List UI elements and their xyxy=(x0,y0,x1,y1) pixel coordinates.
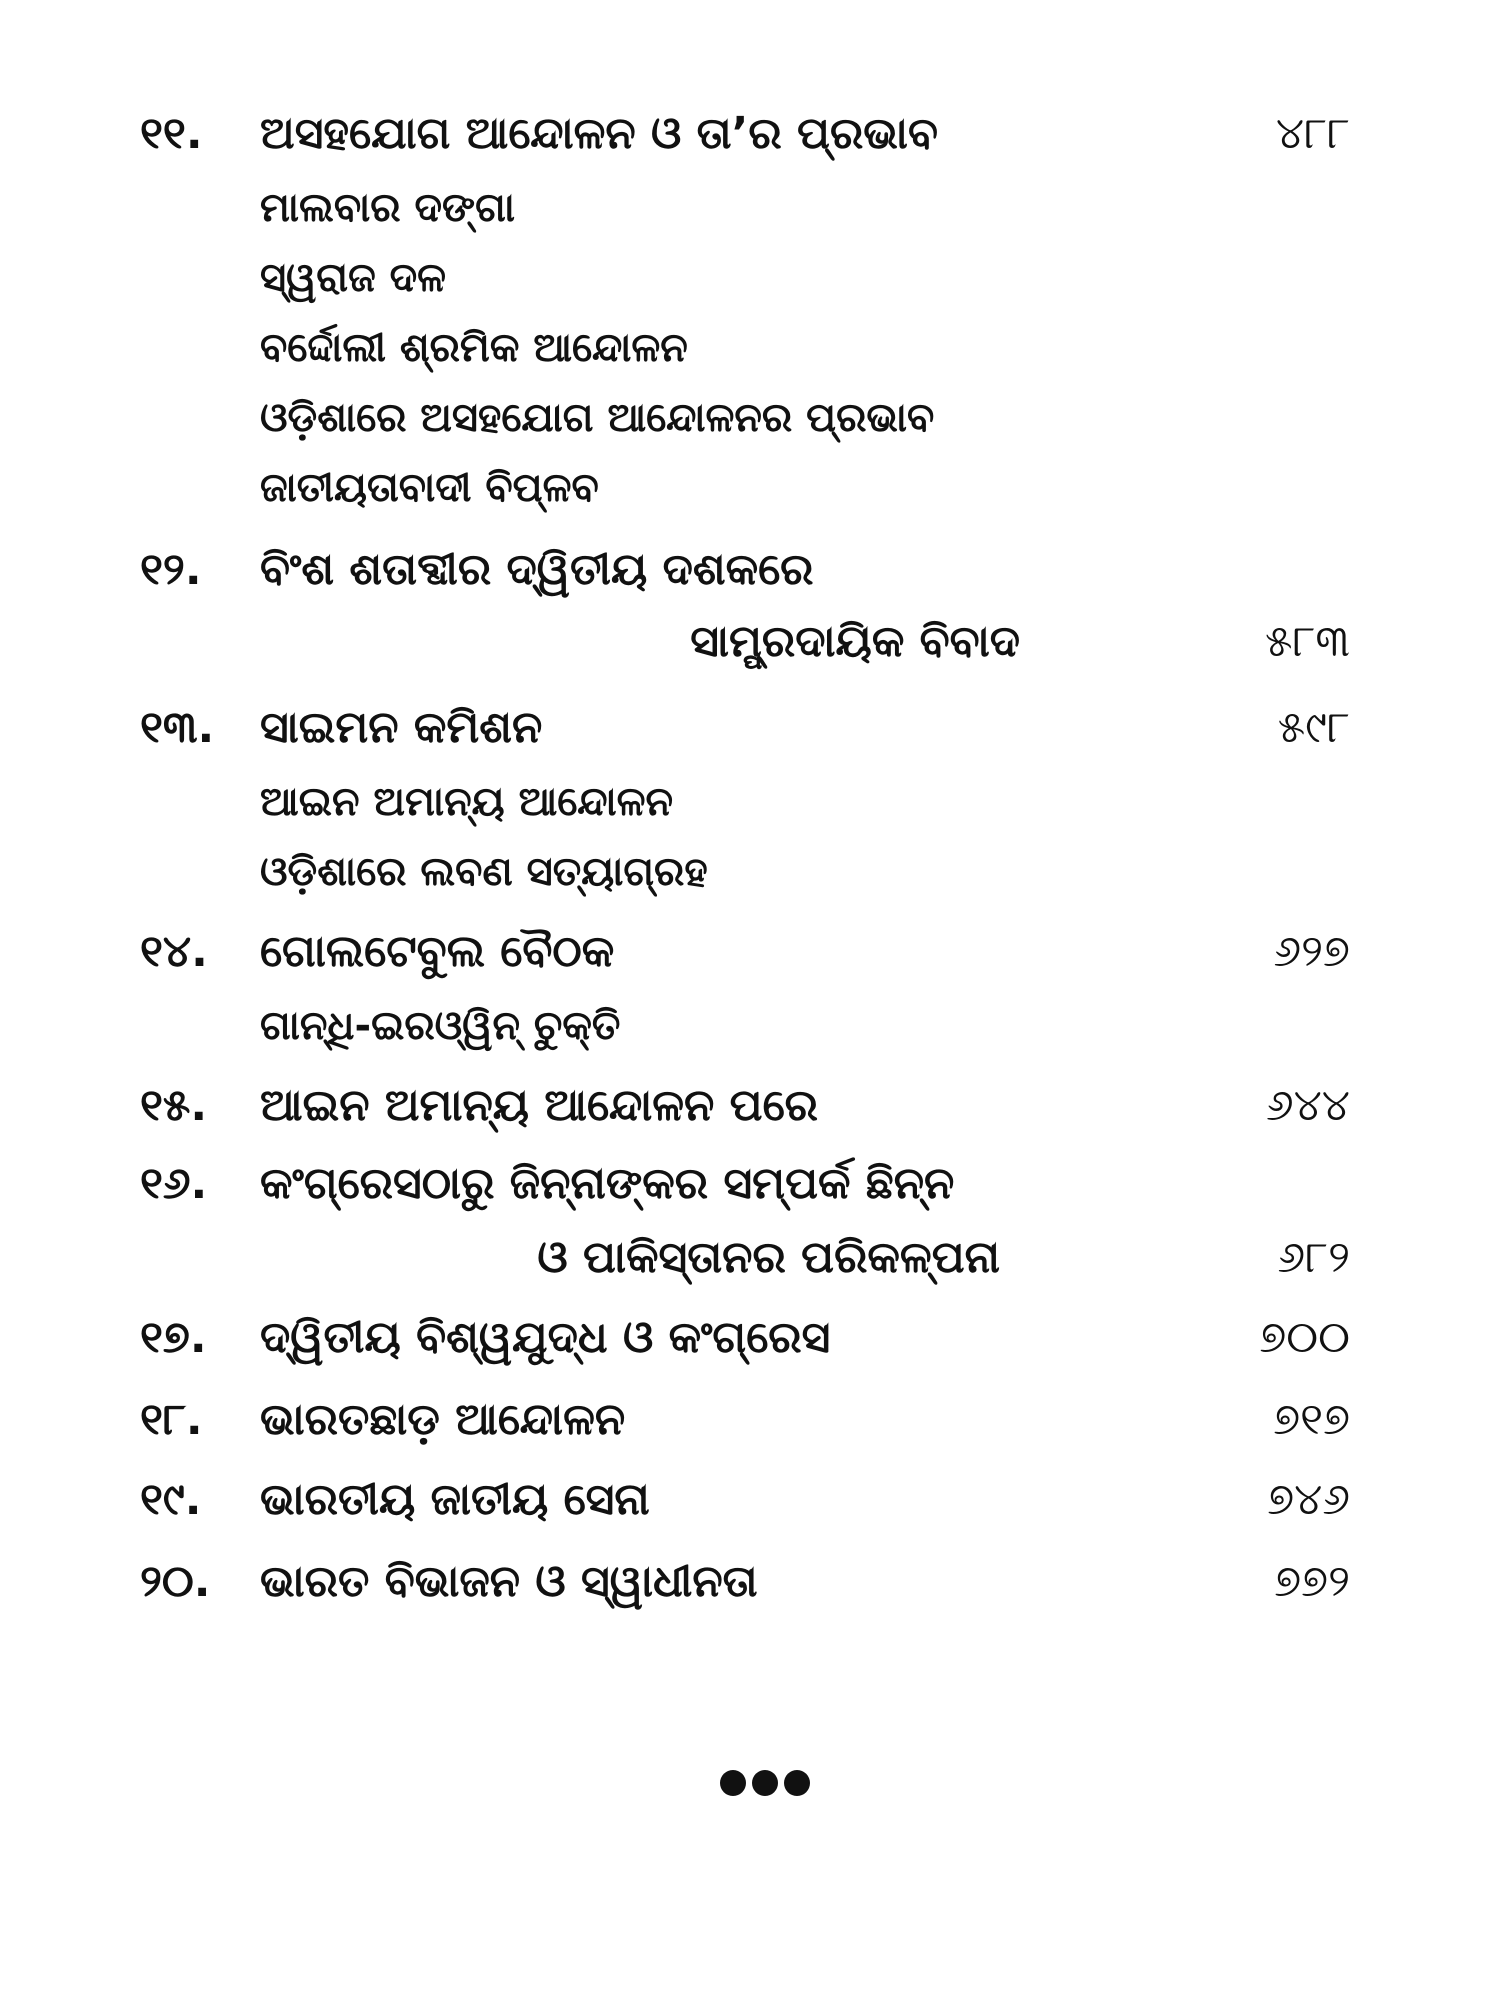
ornament-dot xyxy=(752,1770,778,1796)
end-ornament-icon xyxy=(720,1770,810,1796)
chapter-19-page: ୭୪୬ xyxy=(1267,1474,1350,1525)
chapter-12-number: ୧୨. xyxy=(140,544,202,595)
chapter-11-number: ୧୧. xyxy=(140,108,203,159)
chapter-15-page: ୬୪୪ xyxy=(1265,1080,1350,1131)
chapter-14-subtopic: ଗାନ୍ଧି-ଇରଓ୍ୱିନ୍ ଚୁକ୍ତି xyxy=(260,1003,621,1049)
chapter-18-page: ୭୧୭ xyxy=(1273,1394,1350,1445)
chapter-11-subtopic: ସ୍ୱରାଜ ଦଳ xyxy=(260,255,447,301)
ornament-dot xyxy=(784,1770,810,1796)
chapter-13-subtopic: ଓଡ଼ିଶାରେ ଲବଣ ସତ୍ୟାଗ୍ରହ xyxy=(260,849,708,895)
chapter-12-title-continuation: ସାମ୍ପ୍ରଦାୟିକ ବିବାଦ xyxy=(690,616,1020,667)
chapter-11-page: ୪୮୮ xyxy=(1275,108,1350,159)
chapter-16-title: କଂଗ୍ରେସଠାରୁ ଜିନ୍ନାଙ୍କର ସମ୍ପର୍କ ଛିନ୍ନ xyxy=(260,1158,955,1209)
chapter-15-title: ଆଇନ ଅମାନ୍ୟ ଆନ୍ଦୋଳନ ପରେ xyxy=(260,1080,818,1131)
chapter-12-page: ୫୮୩ xyxy=(1264,616,1350,667)
chapter-20-title: ଭାରତ ବିଭାଜନ ଓ ସ୍ୱାଧୀନତା xyxy=(260,1556,758,1607)
chapter-13-page: ୫୯୮ xyxy=(1277,702,1350,753)
chapter-18-number: ୧୮. xyxy=(140,1394,203,1445)
chapter-11-subtopic: ଓଡ଼ିଶାରେ ଅସହଯୋଗ ଆନ୍ଦୋଳନର ପ୍ରଭାବ xyxy=(260,395,935,441)
chapter-18-title: ଭାରତଛାଡ଼ ଆନ୍ଦୋଳନ xyxy=(260,1394,626,1445)
chapter-20-number: ୨୦. xyxy=(140,1556,211,1607)
chapter-11-subtopic: ମାଲବାର ଦଙ୍ଗା xyxy=(260,185,515,231)
chapter-17-page: ୭୦୦ xyxy=(1259,1312,1350,1363)
chapter-19-number: ୧୯. xyxy=(140,1474,202,1525)
chapter-16-title-continuation: ଓ ପାକିସ୍ତାନର ପରିକଳ୍ପନା xyxy=(537,1232,1000,1283)
chapter-19-title: ଭାରତୀୟ ଜାତୀୟ ସେନା xyxy=(260,1474,650,1525)
chapter-11-subtopic: ଜାତୀୟତାବାଦୀ ବିପ୍ଳବ xyxy=(260,465,599,511)
chapter-12-title: ବିଂଶ ଶତାବ୍ଦୀର ଦ୍ୱିତୀୟ ଦଶକରେ xyxy=(260,544,814,595)
chapter-11-title: ଅସହଯୋଗ ଆନ୍ଦୋଳନ ଓ ତା’ର ପ୍ରଭାବ xyxy=(260,108,938,159)
chapter-16-number: ୧୬. xyxy=(140,1158,208,1209)
chapter-17-number: ୧୭. xyxy=(140,1312,207,1363)
chapter-14-number: ୧୪. xyxy=(140,926,208,977)
chapter-13-number: ୧୩. xyxy=(140,702,215,753)
chapter-16-page: ୬୮୨ xyxy=(1277,1232,1350,1283)
chapter-14-title: ଗୋଲଟେବୁଲ ବୈଠକ xyxy=(260,926,615,977)
ornament-dot xyxy=(720,1770,746,1796)
chapter-15-number: ୧୫. xyxy=(140,1080,208,1131)
chapter-13-subtopic: ଆଇନ ଅମାନ୍ୟ ଆନ୍ଦୋଳନ xyxy=(260,779,674,825)
chapter-11-subtopic: ବର୍ଦ୍ଦୋଲୀ ଶ୍ରମିକ ଆନ୍ଦୋଳନ xyxy=(260,325,688,371)
chapter-13-title: ସାଇମନ କମିଶନ xyxy=(260,702,543,753)
chapter-17-title: ଦ୍ୱିତୀୟ ବିଶ୍ୱଯୁଦ୍ଧ ଓ କଂଗ୍ରେସ xyxy=(260,1312,831,1363)
chapter-20-page: ୭୭୨ xyxy=(1274,1556,1350,1607)
chapter-14-page: ୬୨୭ xyxy=(1273,926,1350,977)
